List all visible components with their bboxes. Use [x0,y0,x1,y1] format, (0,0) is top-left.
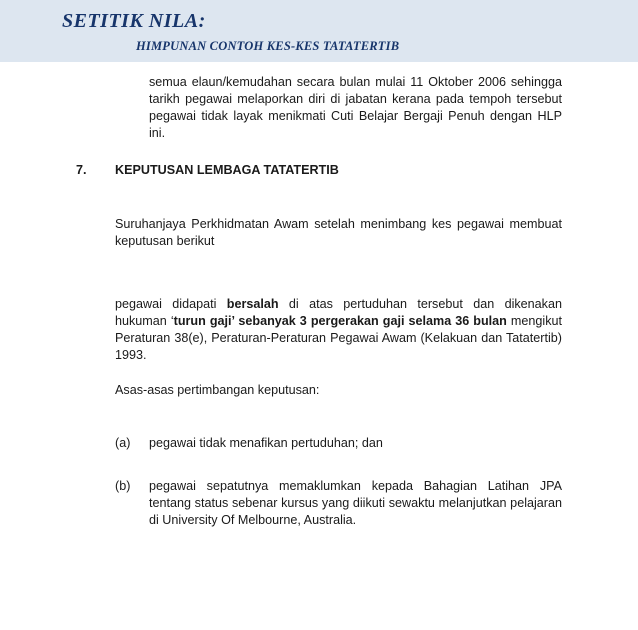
list-item-text: pegawai tidak menafikan pertuduhan; dan [149,436,383,450]
basis-heading: Asas-asas pertimbangan keputusan: [115,383,320,397]
continuation-paragraph: semua elaun/kemudahan secara bulan mulai 11 Oktober 2006 sehingga tarikh pegawai melaporkan diri di jabatan kerana pada tempoh tersebut pegawai tidak layak menikmati Cuti Belajar Bergaji Penuh dengan HLP ini. [149,75,562,140]
page-header [0,0,638,62]
header-title: SETITIK NILA: [62,10,206,32]
decision-bold-1: bersalah [226,297,279,311]
list-item-text: pegawai sepatutnya memaklumkan kepada Bahagian Latihan JPA tentang status sebenar kursus yang diikuti sewaktu melanjutkan pelajaran di University Of Melbourne, Australia. [149,479,562,527]
decision-intro-paragraph: Suruhanjaya Perkhidmatan Awam setelah menimbang kes pegawai membuat keputusan berikut [115,217,562,248]
decision-text-3: mengikut Peraturan 38(e), Peraturan-Peraturan Pegawai Awam (Kelakuan dan Tatatertib) 1993. [115,314,562,362]
decision-text-1: pegawai didapati [115,297,227,311]
list-item-label: (b) [115,479,131,493]
decision-bold-2: turun gaji’ sebanyak 3 pergerakan gaji selama 36 bulan [173,314,507,328]
header-subtitle: HIMPUNAN CONTOH KES-KES TATATERTIB [136,39,400,53]
decision-text-2: di atas pertuduhan tersebut dan dikenakan hukuman ‘ [115,297,562,328]
decision-paragraph [115,296,562,364]
section-title: KEPUTUSAN LEMBAGA TATATERTIB [115,163,339,177]
section-number: 7. [76,163,87,177]
list-item-label: (a) [115,436,131,450]
